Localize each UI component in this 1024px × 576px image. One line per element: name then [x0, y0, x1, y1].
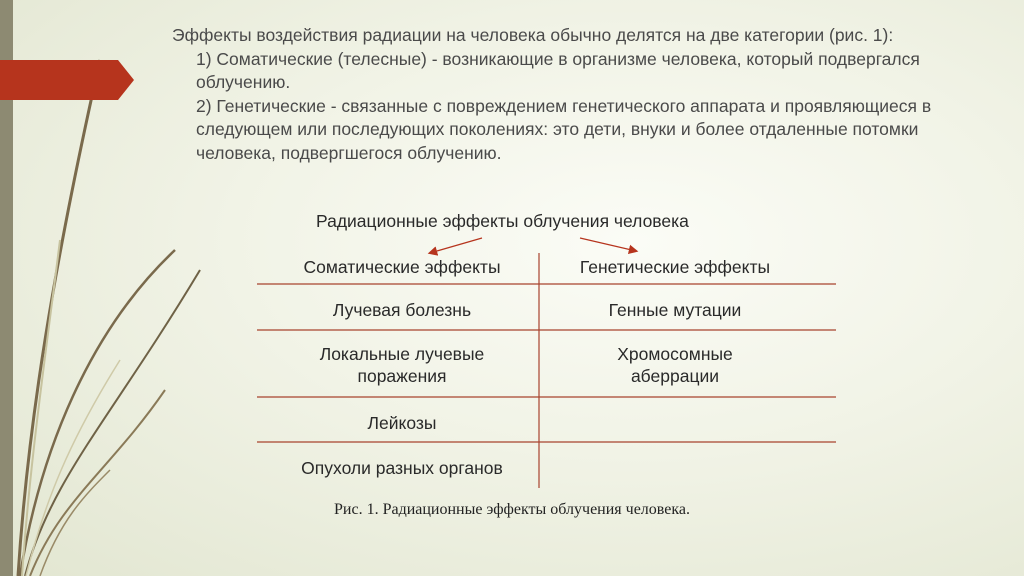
left-item-2-wrap — [257, 343, 547, 387]
figure-caption: Рис. 1. Радиационные эффекты облучения человека. — [334, 501, 690, 518]
grass-stroke — [18, 60, 100, 576]
right-item-2-wrap — [530, 343, 820, 387]
intro-line-3: 2) Генетические - связанные с повреждением генетического аппарата и проявляющиеся в следующем или последующих поколениях: это дети, внуки и более отдаленные потомки человека, подвергшегося облучению. — [196, 95, 932, 163]
left-item-4: Опухоли разных органов — [301, 458, 503, 478]
intro-text — [172, 24, 932, 165]
left-item-2: Локальные лучевые поражения — [319, 344, 485, 386]
intro-line-1: Эффекты воздействия радиации на человека обычно делятся на две категории (рис. 1): — [172, 25, 894, 45]
grass-stroke — [20, 250, 175, 576]
genetic-header: Генетические эффекты — [579, 257, 771, 277]
left-item-3: Лейкозы — [367, 413, 437, 433]
grass-stroke — [40, 470, 110, 576]
arrow-to-somatic — [430, 238, 482, 253]
red-pointer-shape — [0, 60, 134, 100]
somatic-header: Соматические эффекты — [303, 257, 501, 277]
diagram-title: Радиационные эффекты облучения человека — [316, 211, 689, 231]
right-item-1: Генные мутации — [608, 300, 742, 320]
right-item-2: Хромосомные аберрации — [617, 344, 733, 386]
left-item-1: Лучевая болезнь — [332, 300, 472, 320]
intro-line-2: 1) Соматические (телесные) - возникающие в организме человека, который подвергался облучению. — [196, 48, 920, 92]
arrow-to-genetic — [580, 238, 636, 251]
